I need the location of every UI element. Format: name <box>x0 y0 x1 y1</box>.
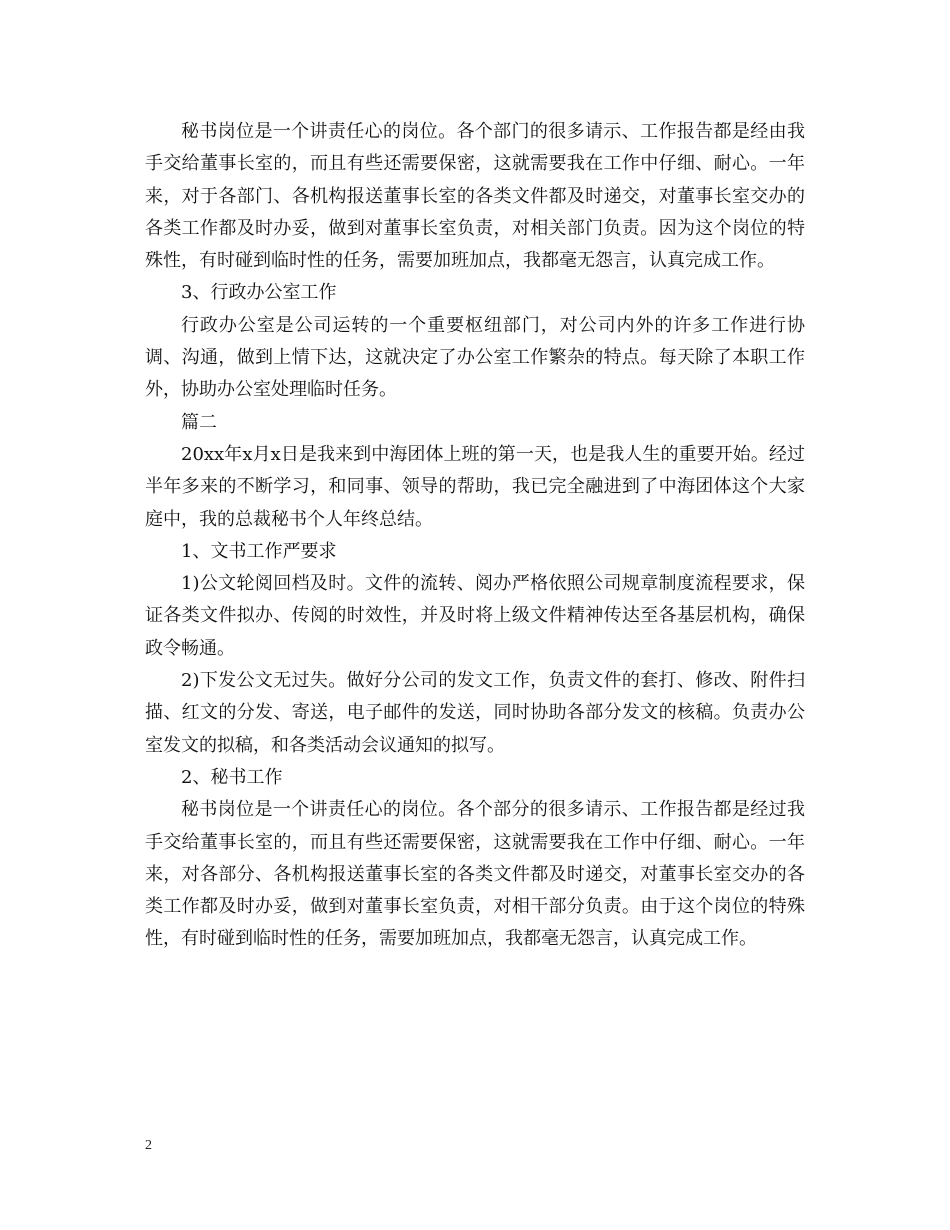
paragraph-admin-office: 行政办公室是公司运转的一个重要枢纽部门，对公司内外的许多工作进行协调、沟通，做到上情下达，这就决定了办公室工作繁杂的特点。每天除了本职工作外，协助办公室处理临时任务。 <box>145 314 805 401</box>
heading-part-two: 篇二 <box>181 411 217 433</box>
page-number: 2 <box>145 1138 152 1153</box>
heading-secretary-work: 2、秘书工作 <box>181 766 283 788</box>
paragraph-secretary-duties: 秘书岗位是一个讲责任心的岗位。各个部门的很多请示、工作报告都是经由我手交给董事长室的，而且有些还需要保密，这就需要我在工作中仔细、耐心。一年来，对于各部门、各机构报送董事长室的各类文件都及时递交，对董事长室交办的各类工作都及时办妥，做到对董事长室负责，对相关部门负责。因为这个岗位的特殊性，有时碰到临时性的任务，需要加班加点，我都毫无怨言，认真完成工作。 <box>145 121 805 272</box>
heading-document-work: 1、文书工作严要求 <box>181 540 337 562</box>
paragraph-secretary-responsibility: 秘书岗位是一个讲责任心的岗位。各个部分的很多请示、工作报告都是经过我手交给董事长室的，而且有些还需要保密，这就需要我在工作中仔细、耐心。一年来，对各部分、各机构报送董事长室的各类文件都及时递交，对董事长室交办的各类工作都及时办妥，做到对董事长室负责，对相干部分负责。由于这个岗位的特殊性，有时碰到临时性的任务，需要加班加点，我都毫无怨言，认真完成工作。 <box>145 799 805 950</box>
paragraph-introduction: 20xx年x月x日是我来到中海团体上班的第一天，也是我人生的重要开始。经过半年多来的不断学习，和同事、领导的帮助，我已完全融进到了中海团体这个大家庭中，我的总裁秘书个人年终总结。 <box>145 443 805 530</box>
heading-admin-office-work: 3、行政办公室工作 <box>181 282 337 304</box>
paragraph-document-circulation: 1)公文轮阅回档及时。文件的流转、阅办严格依照公司规章制度流程要求，保证各类文件拟办、传阅的时效性，并及时将上级文件精神传达至各基层机构，确保政令畅通。 <box>145 573 805 659</box>
paragraph-document-issuing: 2)下发公文无过失。做好分公司的发文工作，负责文件的套打、修改、附件扫描、红文的分发、寄送，电子邮件的发送，同时协助各部分发文的核稿。负责办公室发文的拟稿，和各类活动会议通知的拟写。 <box>145 670 805 756</box>
document-body <box>145 116 805 956</box>
